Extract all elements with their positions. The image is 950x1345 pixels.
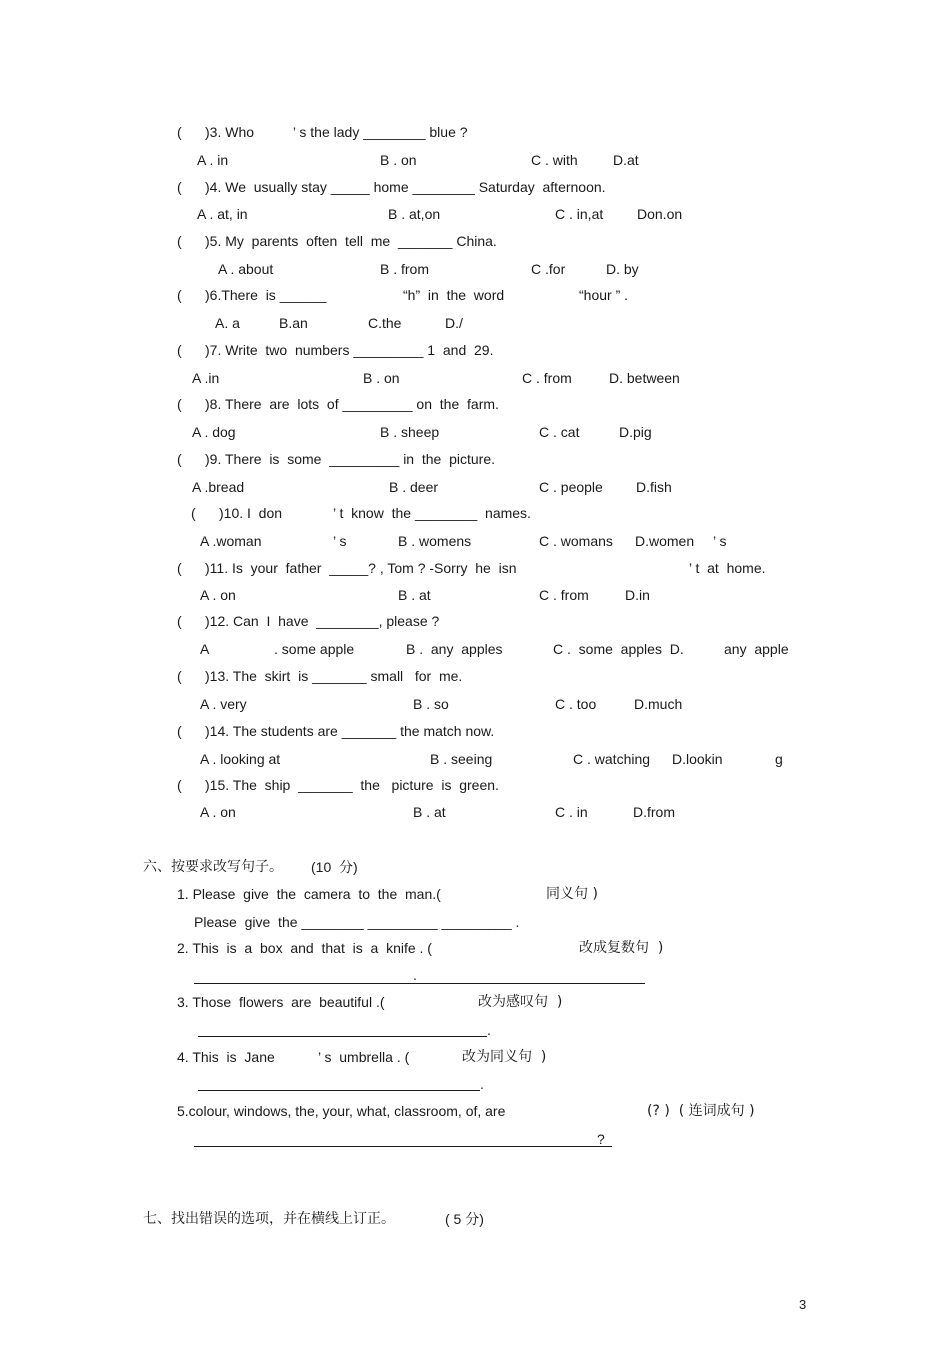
rewrite-2-hint: 改成复数句 ) [579,940,664,956]
option-a: A .woman [200,533,262,549]
option-b: B . so [413,696,449,712]
option-a: A . about [218,261,274,277]
option-a: A . at, in [197,206,248,222]
question-5: ( )5. My parents often tell me _______ China. [177,233,497,249]
answer-line [194,983,645,984]
section-6-title: 六、按要求改写句子。 [143,859,283,875]
option-d: D.much [634,696,683,712]
option-b: B . on [363,370,400,386]
option-a: A . very [200,696,247,712]
option-d: D.in [625,587,650,603]
question-8: ( )8. There are lots of _________ on the farm. [177,396,499,412]
option-a: A . on [200,587,236,603]
option-d: D.from [633,804,675,820]
option-b: B . any apples [406,641,503,657]
option-d: D.pig [619,424,652,440]
question-6-part2: “h” in the word [403,287,505,303]
option-c: C . in,at [555,206,604,222]
option-c: C . too [555,696,597,712]
option-d: D.fish [636,479,672,495]
option-d: D.women [635,533,695,549]
option-b: B . at [413,804,446,820]
rewrite-4-answer: . [480,1076,484,1092]
option-c: C .for [531,261,566,277]
option-a: A. a [215,315,240,331]
rewrite-4: 4. This is Jane [177,1049,275,1065]
option-b: B . from [380,261,430,277]
question-11-part2: ’ t at home. [689,560,766,576]
rewrite-5: 5.colour, windows, the, your, what, classroom, of, are [177,1103,506,1119]
option-d: D. between [609,370,680,386]
question-6-part3: “hour ” . [579,287,629,303]
option-d-tail: g [775,751,783,767]
question-4: ( )4. We usually stay _____ home ________ Saturday afternoon. [177,179,606,195]
question-11: ( )11. Is your father _____? , Tom ? -Sorry he isn [177,560,517,576]
option-b: B . at,on [388,206,441,222]
option-c: C . with [531,152,578,168]
option-b: B . at [398,587,431,603]
option-b: B . on [380,152,417,168]
option-a: A .in [192,370,220,386]
option-c: C . womans [539,533,613,549]
option-d: D.at [613,152,639,168]
question-14: ( )14. The students are _______ the match now. [177,723,495,739]
option-d: D. by [606,261,639,277]
question-10-part2: ’ t know the ________ names. [333,505,531,521]
option-d: D./ [445,315,463,331]
rewrite-1-hint: 同义句 ) [546,886,598,902]
question-7: ( )7. Write two numbers _________ 1 and 29. [177,342,494,358]
option-d-text: any apple [724,641,789,657]
question-13: ( )13. The skirt is _______ small for me. [177,668,463,684]
option-c-d: C . some apples D. [553,641,684,657]
option-b: B . womens [398,533,472,549]
rewrite-3-answer: . [487,1022,491,1038]
question-15: ( )15. The ship _______ the picture is green. [177,777,499,793]
option-c: C . cat [539,424,580,440]
question-10: ( )10. I don [191,505,283,521]
option-a: A [200,641,210,657]
option-a: A . looking at [200,751,281,767]
section-7-score: ( 5 分) [445,1211,484,1227]
option-b: B . deer [389,479,439,495]
answer-line [194,1146,612,1147]
page-number: 3 [799,1297,807,1312]
section-6-score: (10 分) [311,859,358,875]
option-a: A . on [200,804,236,820]
option-d: D.lookin [672,751,723,767]
question-12: ( )12. Can I have ________, please ? [177,613,440,629]
rewrite-3-hint: 改为感叹句 ) [478,994,563,1010]
question-9: ( )9. There is some _________ in the picture. [177,451,496,467]
option-a: A . dog [192,424,236,440]
option-a-suffix: ’ s [333,533,347,549]
option-b: B . sheep [380,424,440,440]
option-c: C . watching [573,751,651,767]
option-c: C . in [555,804,588,820]
option-c: C . from [539,587,589,603]
question-6: ( )6.There is ______ [177,287,327,303]
rewrite-1-answer: Please give the ________ _________ _________ . [194,914,520,930]
option-d: Don.on [637,206,683,222]
option-a-text: . some apple [274,641,355,657]
answer-line [198,1090,480,1091]
option-c: C . from [522,370,572,386]
rewrite-4-part2: ’ s umbrella . ( [318,1049,410,1065]
rewrite-3: 3. Those flowers are beautiful .( [177,994,385,1010]
option-c: C.the [368,315,402,331]
rewrite-2: 2. This is a box and that is a knife . ( [177,940,432,956]
rewrite-1: 1. Please give the camera to the man.( [177,886,441,902]
option-a: A .bread [192,479,245,495]
rewrite-2-answer: . [413,967,417,983]
rewrite-5-hint: (? ) ( 连词成句 ) [647,1103,755,1119]
rewrite-4-hint: 改为同义句 ) [462,1049,547,1065]
option-b: B . seeing [430,751,493,767]
question-3: ( )3. Who ’ s the lady ________ blue ? [177,124,468,140]
option-b: B.an [279,315,308,331]
answer-line [198,1036,487,1037]
section-7-title: 七、找出错误的选项，并在横线上订正。 [143,1211,395,1227]
option-c: C . people [539,479,603,495]
option-a: A . in [197,152,229,168]
rewrite-5-answer: ? [597,1131,605,1147]
option-d-suffix: ’ s [713,533,727,549]
